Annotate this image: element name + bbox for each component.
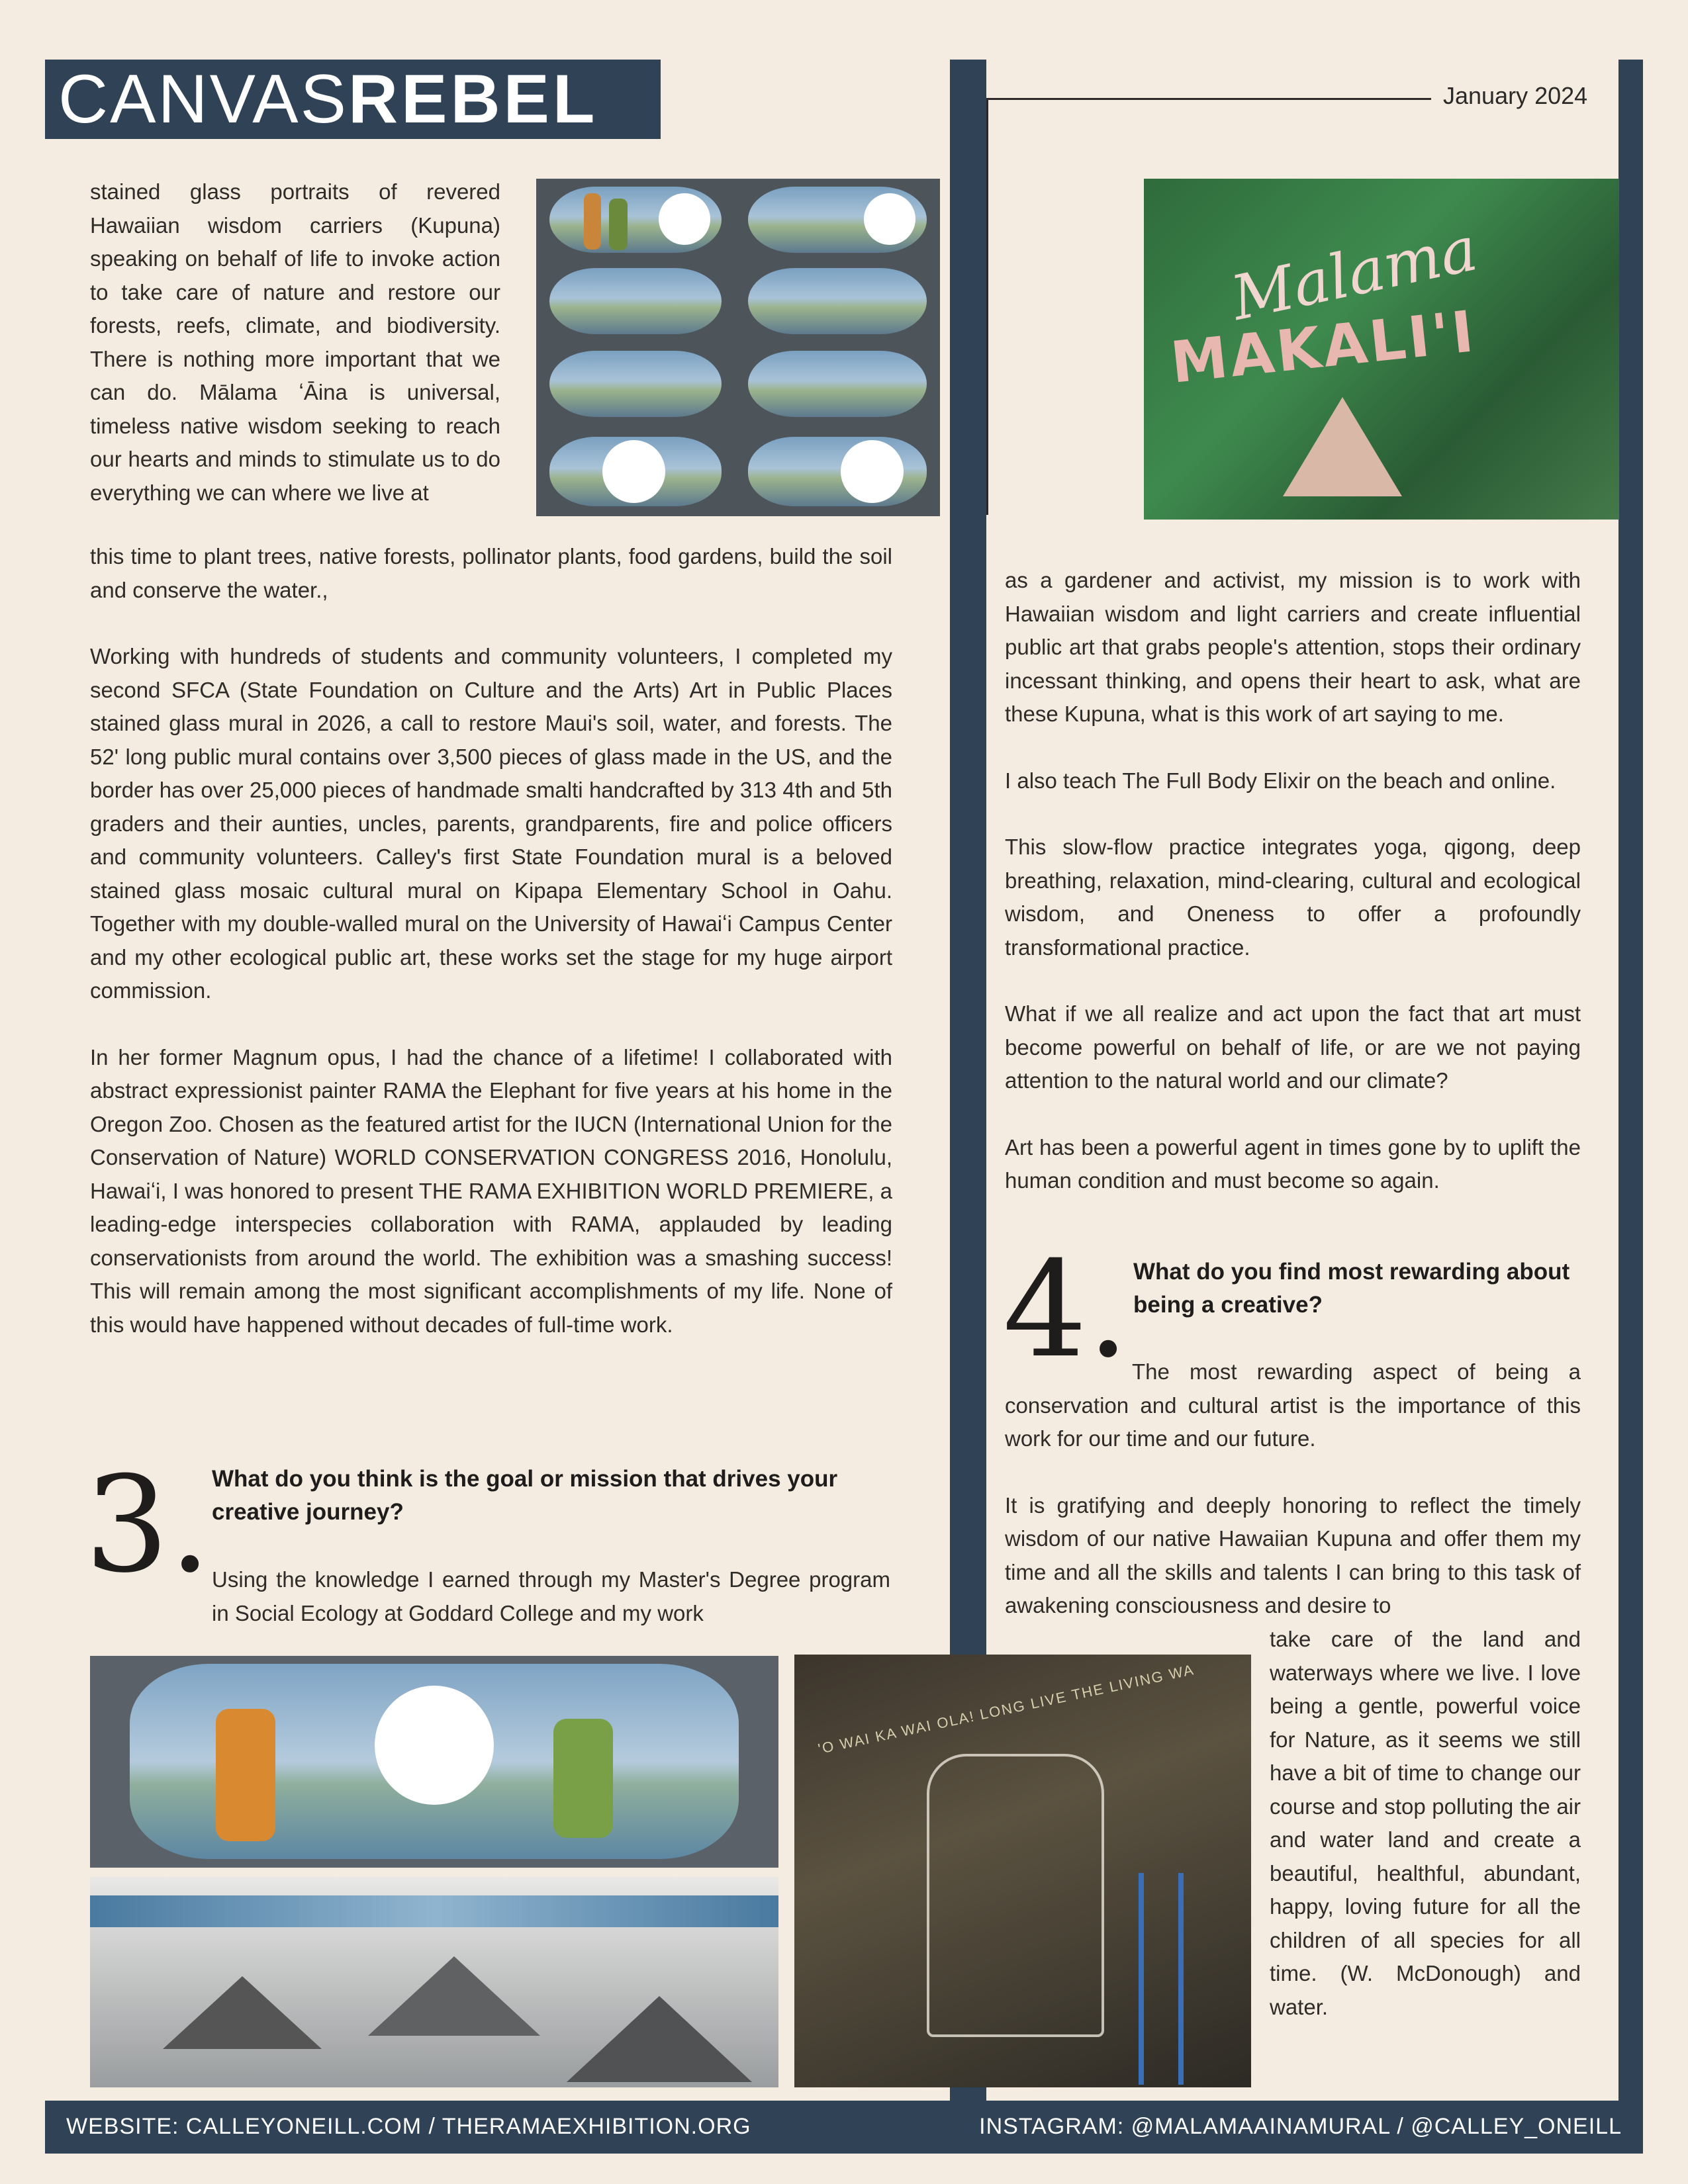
brand-bold: REBEL [348,61,598,138]
brand-light: CANVAS [58,61,348,138]
mosaic-makalii-photo [1144,179,1619,520]
paragraph-teach: I also teach The Full Body Elixir on the beach and online. [1005,768,1556,793]
paragraph-mission-continued: as a gardener and activist, my mission is to work with Hawaiian wisdom and light carriers and create influential public art that grabs people's attention, stops their ordinary incessant thinking, and opens their heart to ask, what are these Kupuna, what is this work of art saying to me. [1005,568,1581,726]
paragraph-magnum-opus: In her former Magnum opus, I had the chance of a lifetime! I collaborated with abstract expressionist painter RAMA the Elephant for five years at his home in the Oregon Zoo. Chosen as the featured artist for the IUCN (International Union for the Conservation of Nature) WORLD CONSERVATION CONGRESS 2016, Honolulu, Hawaiʻi, I was honored to present THE RAMA EXHIBITION WORLD PREMIERE, a leading-edge interspecies collaboration with RAMA, applauded by leading conservationists from around the world. The exhibition was a smashing success! This will remain among the most significant accomplishments of my life. None of this would have happened without decades of full-time work. [90,1044,892,1337]
question-4-heading: What do you find most rewarding about being a creative? [1133,1259,1570,1318]
right-edge-bar [1618,60,1643,2101]
paragraph-gratifying-continued: take care of the land and waterways where we live. I love being a gentle, powerful voice for Nature, as it seems we still have a bit of time to change our course and stop polluting the air and water land and create a beautiful, healthful, abundant, happy, loving future for all the children of all species for all time. (W. McDonough) and water. [1270,1627,1581,2019]
paragraph-gratifying: It is gratifying and deeply honoring to reflect the timely wisdom of our native Hawaiian Kupuna and offer them my time and all the skills and talents I can bring to this task of awakening consciousness and desire to [1005,1492,1581,1617]
question-4-answer-text: The most rewarding aspect of being a conservation and cultural artist is the importance of this work for our time and our future. [1005,1359,1581,1451]
date-rule-vertical [986,98,988,515]
mural-installation-photo [794,1655,1251,2087]
footer-instagram-link[interactable]: INSTAGRAM: @MALAMAAINAMURAL / @CALLEY_ONEILL [979,2114,1622,2139]
intro-continuation: this time to plant trees, native forests, pollinator plants, food gardens, build the soil and conserve the water., [90,544,892,602]
paragraph-art-agent: Art has been a powerful agent in times gone by to uplift the human condition and must become so again. [1005,1134,1581,1193]
brand-logo [58,62,598,136]
intro-text: stained glass portraits of revered Hawaiian wisdom carriers (Kupuna) speaking on behalf of life to invoke action to take care of nature and restore our forests, reefs, climate, and biodiversity. There is nothing more important that we can do. Mālama ʻĀina is universal, timeless native wisdom seeking to reach our hearts and minds to stimulate us to do everything we can where we live at [90,179,500,505]
footer-website-link[interactable]: WEBSITE: CALLEYONEILL.COM / THERAMAEXHIBITION.ORG [66,2114,751,2139]
mural-grid-photo [536,179,940,516]
date-rule [986,98,1431,100]
question-3-heading: What do you think is the goal or mission that drives your creative journey? [212,1466,838,1525]
mural-detail-photo [90,1656,778,1868]
paragraph-working: Working with hundreds of students and community volunteers, I completed my second SFCA (State Foundation on Culture and the Arts) Art in Public Places stained glass mural in 2026, a call to restore Maui's soil, water, and forests. The 52' long public mural contains over 3,500 pieces of glass made in the US, and the border has over 25,000 pieces of handmade smalti handcrafted by 313 4th and 5th graders and their aunties, uncles, parents, grandparents, fire and police officers and community volunteers. Calley's first State Foundation mural is a beloved stained glass mosaic cultural mural on Kipapa Elementary School in Oahu. Together with my double-walled mural on the University of Hawaiʻi Campus Center and my other ecological public art, these works set the stage for my huge airport commission. [90,644,892,1003]
left-column-body [90,540,892,1342]
question-3-answer: Using the knowledge I earned through my Master's Degree program in Social Ecology at Goddard College and my work [212,1567,890,1625]
footer-bar [45,2101,1643,2154]
mosaic-word-top: Malama [1225,213,1483,334]
paragraph-what-if: What if we all realize and act upon the fact that art must become powerful on behalf of life, or are we not paying attention to the natural world and our climate? [1005,1001,1581,1093]
question-4-answer [1005,1355,1581,1623]
issue-date: January 2024 [1443,82,1588,109]
question-4-number: 4. [1003,1233,1129,1387]
masthead [45,60,661,139]
question-3-number: 3. [85,1448,211,1602]
right-column-body [1005,564,1581,1198]
header-band [662,60,950,139]
paragraph-slow-flow: This slow-flow practice integrates yoga, qigong, deep breathing, relaxation, mind-clearing, cultural and ecological wisdom, and Oneness to offer a profoundly transformational practice. [1005,835,1581,960]
mosaic-word-bottom: MAKALI'I [1168,298,1479,396]
installation-caption-text: 'O WAI KA WAI OLA! LONG LIVE THE LIVING WA [816,1661,1196,1758]
rooftop-aerial-photo [90,1877,778,2087]
